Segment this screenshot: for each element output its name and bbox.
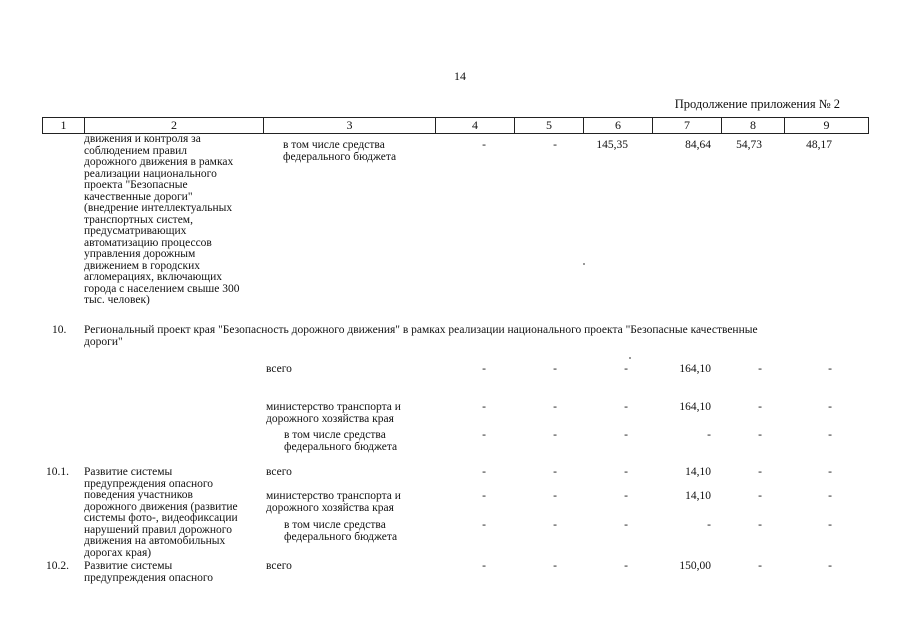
entry-name-line: проекта "Безопасные (84, 179, 188, 191)
entry-name-line: дорожного движения (развитие (84, 500, 238, 513)
column-header-row (42, 117, 869, 134)
funding-source-line: дорожного хозяйства края (266, 412, 394, 425)
funding-source-line: министерство транспорта и (266, 401, 401, 413)
value-cell: - (482, 519, 486, 531)
value-cell: - (553, 466, 557, 478)
value-cell: - (624, 401, 628, 413)
value-cell: 54,73 (736, 139, 762, 151)
entry-name-line: нарушений правил дорожного (84, 523, 232, 536)
column-header-1: 1 (43, 118, 85, 134)
funding-source-line: всего (266, 363, 292, 375)
value-cell: - (828, 519, 832, 531)
entry-name-line: Развитие системы (84, 466, 173, 478)
value-cell: - (553, 363, 557, 375)
value-cell: - (553, 429, 557, 441)
section-title-line: Региональный проект края "Безопасность дорожного движения" в рамках реализации национального проекта "Безопасные качественные (84, 324, 758, 336)
row-number: 10.2. (46, 560, 69, 572)
entry-name-line: предупреждения опасного (84, 571, 214, 584)
value-cell: - (553, 490, 557, 502)
value-cell: 164,10 (679, 401, 711, 413)
value-cell: 84,64 (685, 139, 711, 151)
entry-name-line: движения на автомобильных (84, 535, 226, 547)
page-number: 14 (454, 69, 466, 83)
entry-name-line: (внедрение интеллектуальных (84, 202, 233, 214)
entry-name-line: соблюдением правил (84, 144, 188, 157)
value-cell: - (758, 560, 762, 572)
entry-name-line: реализации национального (84, 167, 217, 180)
value-cell: 14,10 (685, 490, 711, 502)
value-cell: - (828, 560, 832, 572)
scan-speck (583, 263, 585, 265)
value-cell: - (758, 429, 762, 441)
column-header-9: 9 (785, 118, 869, 134)
funding-source-line: в том числе средства (284, 429, 386, 441)
value-cell: 150,00 (679, 560, 711, 572)
value-cell: - (482, 139, 486, 151)
value-cell: - (758, 363, 762, 375)
entry-name-line: качественные дороги" (84, 190, 193, 203)
value-cell: - (482, 429, 486, 441)
row-number: 10.1. (46, 466, 69, 478)
value-cell: - (482, 490, 486, 502)
value-cell: - (828, 466, 832, 478)
value-cell: 145,35 (596, 139, 628, 151)
value-cell: - (758, 401, 762, 413)
value-cell: - (482, 401, 486, 413)
column-header-3: 3 (264, 118, 436, 134)
value-cell: - (828, 429, 832, 441)
funding-source-line: федерального бюджета (284, 440, 398, 453)
entry-name-line: агломерациях, включающих (84, 271, 222, 283)
entry-name-line: Развитие системы (84, 560, 173, 572)
entry-name-line: движения и контроля за (84, 133, 201, 145)
column-header-4: 4 (436, 118, 515, 134)
value-cell: - (707, 429, 711, 441)
column-header-8: 8 (722, 118, 785, 134)
entry-name-line: предусматривающих (84, 225, 187, 237)
entry-name-line: управления дорожным (84, 248, 196, 260)
value-cell: - (482, 363, 486, 375)
value-cell: - (624, 560, 628, 572)
value-cell: - (553, 519, 557, 531)
value-cell: - (553, 139, 557, 151)
scan-speck (629, 357, 631, 359)
funding-source-line: в том числе средства (284, 519, 386, 531)
entry-name-line: города с населением свыше 300 (84, 282, 240, 295)
value-cell: - (758, 466, 762, 478)
value-cell: - (828, 490, 832, 502)
column-header-6: 6 (584, 118, 653, 134)
entry-name-line: системы фото-, видеофиксации (84, 512, 238, 524)
funding-source-line: министерство транспорта и (266, 490, 401, 502)
appendix-label: Продолжение приложения № 2 (674, 97, 840, 111)
entry-name-line: предупреждения опасного (84, 477, 214, 490)
funding-source-line: федерального бюджета (283, 150, 397, 163)
row-number: 10. (52, 324, 67, 336)
value-cell: - (624, 466, 628, 478)
funding-source-line: всего (266, 560, 292, 572)
entry-name-line: дорожного движения в рамках (84, 156, 234, 168)
value-cell: - (624, 429, 628, 441)
value-cell: - (828, 363, 832, 375)
value-cell: - (482, 560, 486, 572)
value-cell: - (482, 466, 486, 478)
entry-name-line: движением в городских (84, 259, 200, 272)
entry-name-line: транспортных систем, (84, 213, 193, 226)
value-cell: - (758, 519, 762, 531)
value-cell: - (624, 519, 628, 531)
value-cell: - (828, 401, 832, 413)
entry-name-line: поведения участников (84, 489, 193, 501)
entry-name-line: тыс. человек) (84, 294, 150, 306)
value-cell: - (553, 560, 557, 572)
entry-name-line: автоматизацию процессов (84, 236, 212, 249)
funding-source-line: федерального бюджета (284, 530, 398, 543)
funding-source-line: в том числе средства (283, 139, 385, 151)
entry-name-line: дорогах края) (84, 546, 152, 559)
value-cell: 14,10 (685, 466, 711, 478)
column-header-7: 7 (653, 118, 722, 134)
section-title-line: дороги" (84, 335, 123, 348)
value-cell: - (624, 490, 628, 502)
column-header-5: 5 (515, 118, 584, 134)
funding-source-line: дорожного хозяйства края (266, 501, 394, 514)
column-header-2: 2 (85, 118, 264, 134)
value-cell: - (707, 519, 711, 531)
funding-source-line: всего (266, 466, 292, 478)
value-cell: - (553, 401, 557, 413)
value-cell: 164,10 (679, 363, 711, 375)
value-cell: 48,17 (806, 139, 832, 151)
value-cell: - (624, 363, 628, 375)
value-cell: - (758, 490, 762, 502)
